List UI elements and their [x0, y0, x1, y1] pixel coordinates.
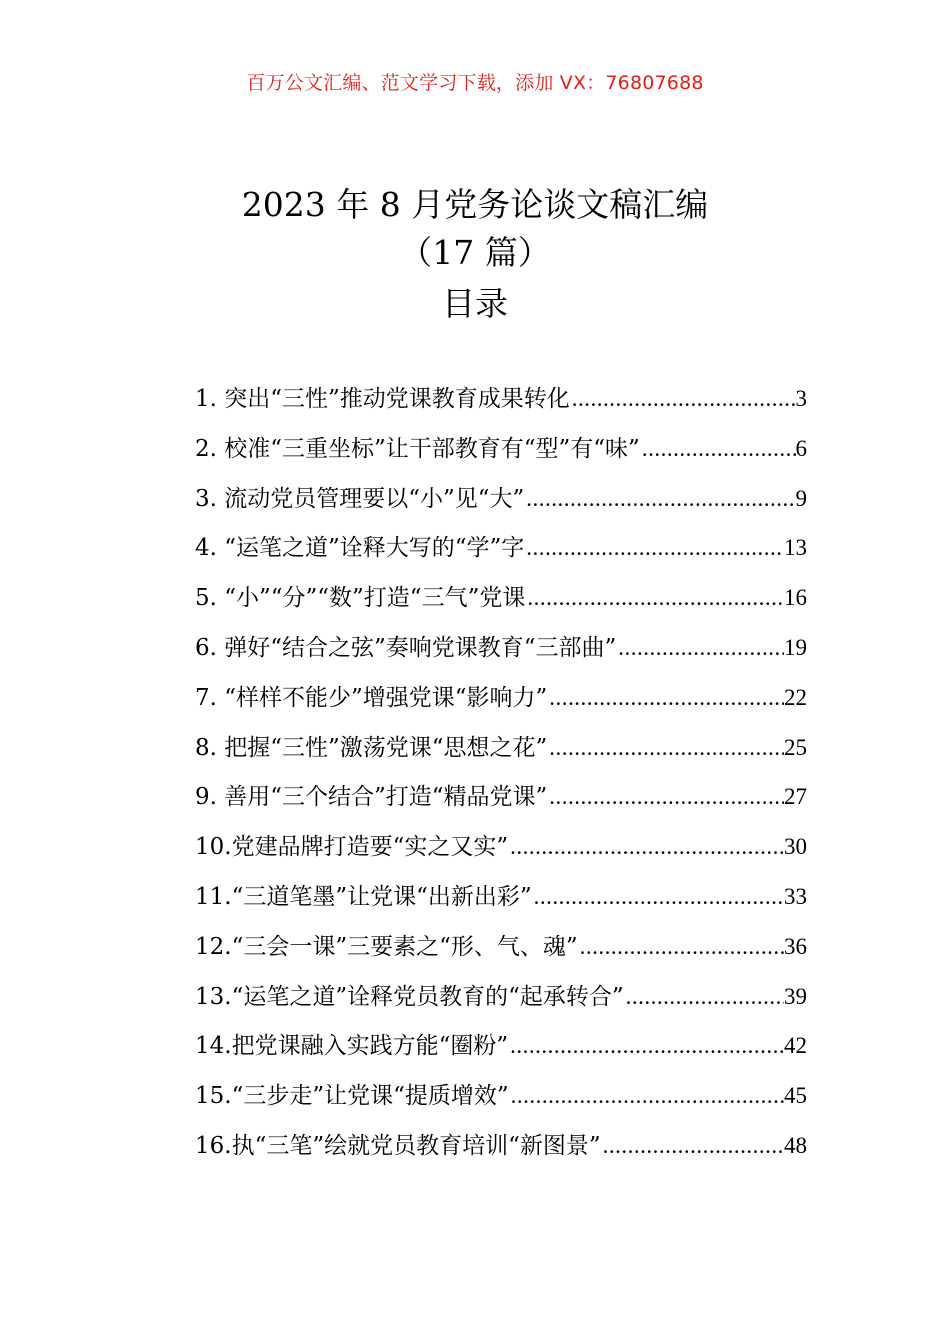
- toc-entry[interactable]: [195, 729, 807, 779]
- toc-entry[interactable]: [195, 629, 807, 679]
- toc-dot-leader: [525, 585, 784, 611]
- toc-heading: 目录: [442, 284, 508, 323]
- toc-page-number: 48: [784, 1132, 807, 1158]
- table-of-contents: [195, 380, 807, 1177]
- toc-dot-leader: [508, 834, 784, 860]
- toc-entry-title: 11.“三道笔墨”让党课“出新出彩”: [195, 883, 532, 910]
- toc-entry-title: 13.“运笔之道”诠释党员教育的“起承转合”: [195, 983, 624, 1010]
- toc-page-number: 25: [784, 734, 807, 760]
- toc-dot-leader: [601, 1133, 784, 1159]
- toc-dot-leader: [532, 884, 784, 910]
- toc-entry[interactable]: [195, 1027, 807, 1077]
- toc-entry-title: 4. “运笔之道”诠释大写的“学”字: [195, 535, 525, 562]
- toc-entry[interactable]: [195, 480, 807, 530]
- toc-page-number: 16: [784, 585, 807, 611]
- toc-page-number: 19: [784, 634, 807, 660]
- toc-entry-title: 15.“三步走”让党课“提质增效”: [195, 1083, 509, 1110]
- document-subtitle: （17 篇）: [399, 233, 551, 272]
- toc-entry-title: 3. 流动党员管理要以“小”见“大”: [195, 485, 525, 512]
- toc-entry[interactable]: [195, 828, 807, 878]
- toc-entry[interactable]: [195, 928, 807, 978]
- toc-entry-title: 14.把党课融入实践方能“圈粉”: [195, 1033, 509, 1060]
- toc-entry[interactable]: [195, 579, 807, 629]
- toc-entry[interactable]: [195, 778, 807, 828]
- toc-page-number: 30: [784, 834, 807, 860]
- toc-dot-leader: [508, 1033, 784, 1059]
- toc-page-number: 9: [795, 485, 807, 511]
- toc-entry[interactable]: [195, 978, 807, 1028]
- toc-entry[interactable]: [195, 878, 807, 928]
- toc-entry-title: 10.党建品牌打造要“实之又实”: [195, 834, 509, 861]
- toc-entry-title: 16.执“三笔”绘就党员教育培训“新图景”: [195, 1132, 601, 1159]
- title-block: [0, 180, 950, 332]
- toc-page-number: 45: [784, 1083, 807, 1109]
- toc-page-number: 3: [795, 386, 807, 411]
- toc-entry-title: 6. 弹好“结合之弦”奏响党课教育“三部曲”: [195, 634, 617, 661]
- toc-page-number: 6: [795, 435, 807, 461]
- toc-entry[interactable]: [195, 679, 807, 729]
- toc-page-number: 27: [784, 784, 807, 810]
- toc-page-number: 33: [784, 883, 807, 909]
- toc-dot-leader: [547, 685, 784, 711]
- header-note: 百万公文汇编、范文学习下载，添加 VX：76807688: [246, 72, 704, 94]
- toc-entry-title: 5. “小”“分”“数”打造“三气”党课: [195, 585, 526, 612]
- toc-page-number: 22: [784, 684, 807, 710]
- toc-dot-leader: [616, 635, 784, 661]
- toc-dot-leader: [524, 535, 784, 561]
- toc-page-number: 13: [784, 535, 807, 561]
- toc-dot-leader: [640, 436, 796, 462]
- toc-dot-leader: [509, 1083, 784, 1109]
- toc-page-number: 39: [784, 983, 807, 1009]
- toc-dot-leader: [570, 386, 796, 412]
- toc-entry[interactable]: [195, 430, 807, 480]
- toc-entry-title: 8. 把握“三性”激荡党课“思想之花”: [195, 734, 548, 761]
- toc-entry[interactable]: [195, 1077, 807, 1127]
- toc-dot-leader: [547, 784, 784, 810]
- toc-entry-title: 12.“三会一课”三要素之“形、气、魂”: [195, 933, 578, 960]
- toc-dot-leader: [524, 486, 795, 512]
- toc-entry-title: 2. 校准“三重坐标”让干部教育有“型”有“味”: [195, 435, 640, 462]
- document-title: 2023 年 8 月党务论谈文稿汇编: [241, 185, 709, 224]
- toc-entry[interactable]: [195, 529, 807, 579]
- toc-page-number: 42: [784, 1033, 807, 1059]
- toc-page-number: 36: [784, 933, 807, 959]
- toc-entry-title: 7. “样样不能少”增强党课“影响力”: [195, 684, 548, 711]
- toc-dot-leader: [624, 984, 784, 1010]
- toc-dot-leader: [547, 735, 784, 761]
- toc-entry-title: 1. 突出“三性”推动党课教育成果转化: [195, 386, 570, 412]
- toc-entry[interactable]: [195, 1127, 807, 1177]
- toc-dot-leader: [578, 934, 784, 960]
- toc-entry-title: 9. 善用“三个结合”打造“精品党课”: [195, 784, 548, 811]
- toc-entry[interactable]: [195, 380, 807, 430]
